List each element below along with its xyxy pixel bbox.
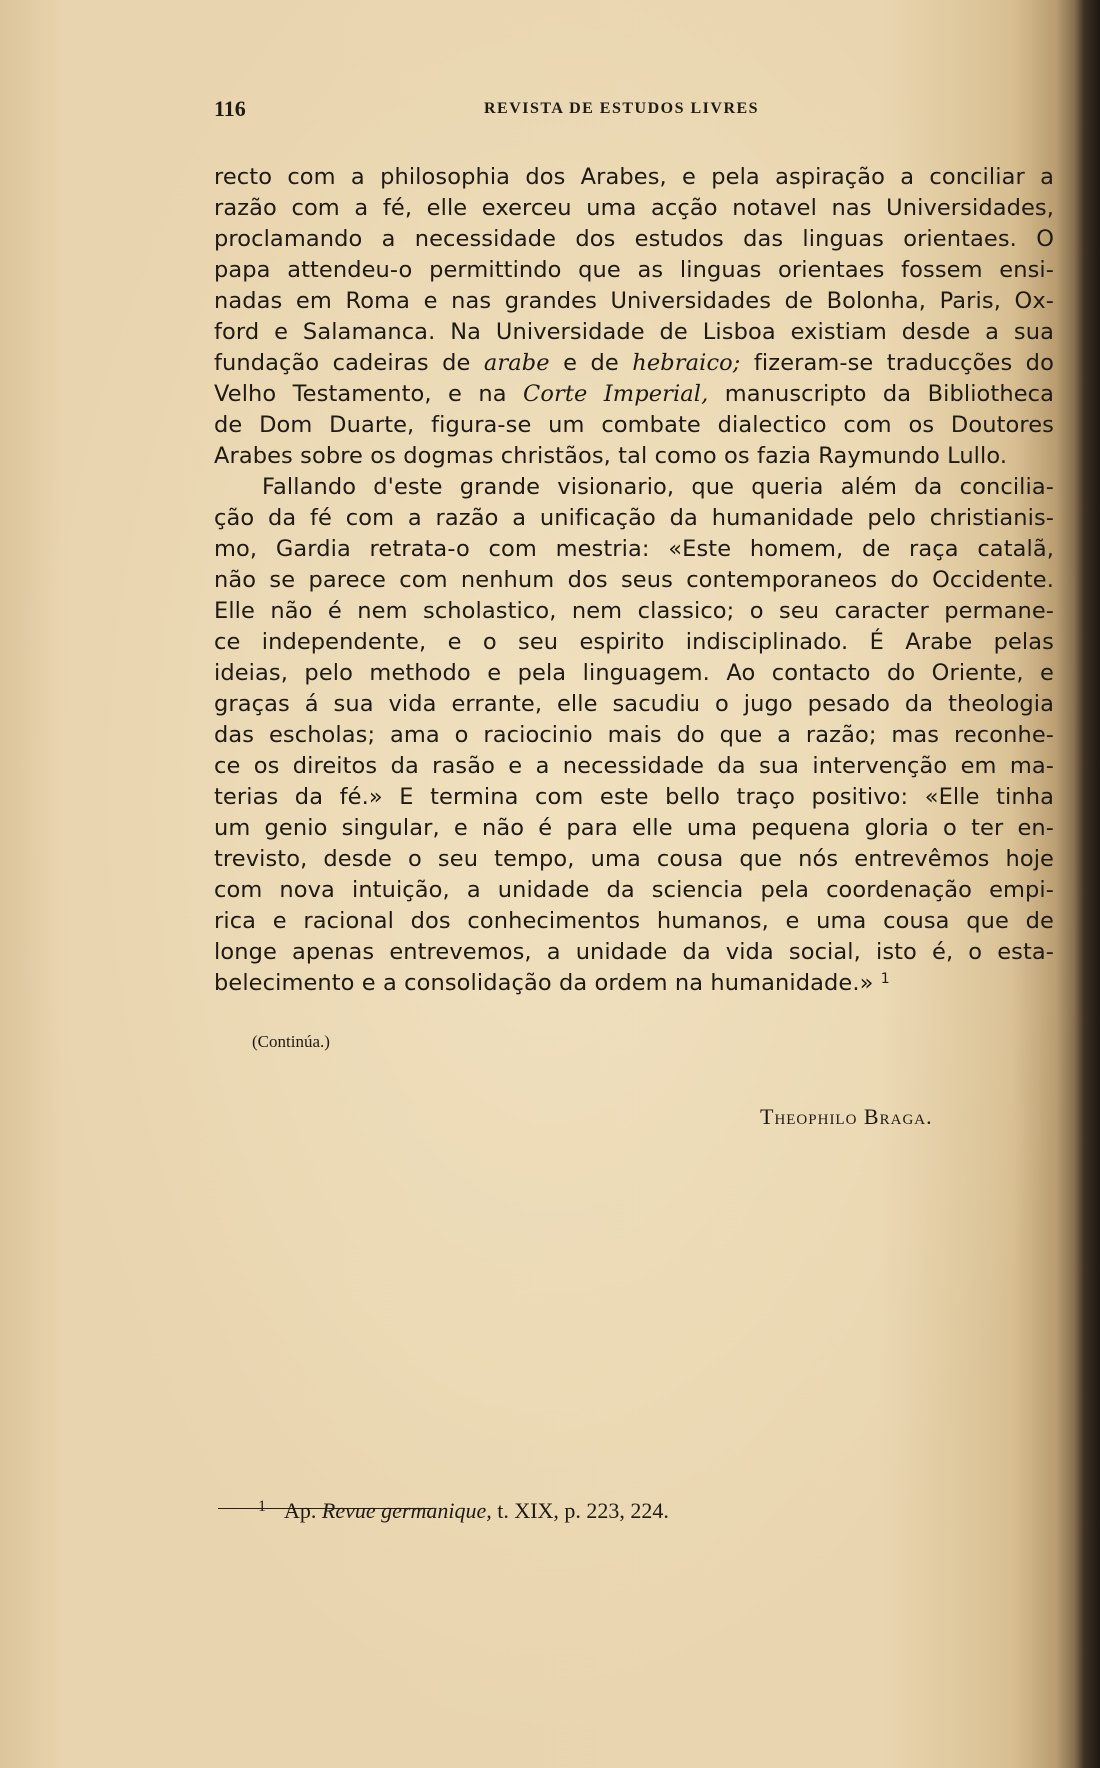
text-line: ce os direitos da rasão e a necessidade da sua intervenção em ma- bbox=[214, 753, 1054, 779]
page-header bbox=[214, 96, 1054, 126]
text-line: terias da fé.» E termina com este bello traço positivo: «Elle tinha bbox=[214, 784, 1054, 810]
book-spine-shadow bbox=[1074, 0, 1100, 1768]
text-line: papa attendeu-o permittindo que as linguas orientaes fossem ensi- bbox=[214, 257, 1054, 283]
text-line: proclamando a necessidade dos estudos das linguas orientaes. O bbox=[214, 226, 1054, 252]
italic-term-arabe: arabe bbox=[483, 350, 550, 376]
text-line: Elle não é nem scholastico, nem classico; o seu caracter permane- bbox=[214, 598, 1054, 624]
italic-term-hebraico: hebraico; bbox=[632, 350, 741, 376]
text-line: das escholas; ama o raciocinio mais do que a razão; mas reconhe- bbox=[214, 722, 1054, 748]
page-number: 116 bbox=[214, 96, 246, 121]
text-line: mo, Gardia retrata-o com mestria: «Este homem, de raça catalã, bbox=[214, 536, 1054, 562]
text-line: ford e Salamanca. Na Universidade de Lisboa existiam desde a sua bbox=[214, 319, 1054, 345]
text-run: belecimento e a consolidação da ordem na humanidade.» bbox=[214, 970, 874, 996]
text-run: e de bbox=[563, 350, 619, 376]
text-line bbox=[214, 968, 1054, 999]
text-line: trevisto, desde o seu tempo, uma cousa que nós entrevêmos hoje bbox=[214, 846, 1054, 872]
text-run: fundação cadeiras de bbox=[214, 350, 471, 376]
footnote-prefix: Ap. bbox=[284, 1498, 317, 1523]
text-line: Fallando d'este grande visionario, que queria além da concilia- bbox=[262, 474, 1054, 500]
text-run: fizeram-se traducções do bbox=[753, 350, 1054, 376]
italic-title-corte-imperial: Corte Imperial, bbox=[523, 381, 709, 407]
author-signature: Theophilo Braga. bbox=[760, 1104, 933, 1129]
text-line: graças á sua vida errante, elle sacudiu o jugo pesado da theologia bbox=[214, 691, 1054, 717]
text-line: nadas em Roma e nas grandes Universidades de Bolonha, Paris, Ox- bbox=[214, 288, 1054, 314]
text-line: ideias, pelo methodo e pela linguagem. Ao contacto do Oriente, e bbox=[214, 660, 1054, 686]
footnote-source: Revue germanique, bbox=[321, 1498, 492, 1523]
footnote-suffix: t. XIX, p. 223, 224. bbox=[497, 1498, 669, 1523]
continued-note: (Continúa.) bbox=[252, 1032, 330, 1051]
text-run: manuscripto da Bibliotheca bbox=[724, 381, 1054, 407]
text-run: Velho Testamento, e na bbox=[214, 381, 507, 407]
text-line: longe apenas entrevemos, a unidade da vida social, isto é, o esta- bbox=[214, 939, 1054, 965]
footnote-reference: 1 bbox=[880, 971, 890, 987]
body-text bbox=[214, 162, 1054, 999]
text-line: não se parece com nenhum dos seus contemporaneos do Occidente. bbox=[214, 567, 1054, 593]
text-line: rica e racional dos conhecimentos humanos, e uma cousa que de bbox=[214, 908, 1054, 934]
text-line: Arabes sobre os dogmas christãos, tal como os fazia Raymundo Lullo. bbox=[214, 443, 1008, 469]
footnote bbox=[258, 1498, 669, 1524]
text-line bbox=[214, 348, 1054, 379]
running-title: REVISTA DE ESTUDOS LIVRES bbox=[484, 100, 760, 117]
text-line: de Dom Duarte, figura-se um combate dialectico com os Doutores bbox=[214, 412, 1054, 438]
text-line: ção da fé com a razão a unificação da humanidade pelo christianis- bbox=[214, 505, 1054, 531]
footnote-mark: 1 bbox=[258, 1498, 266, 1515]
text-line: recto com a philosophia dos Arabes, e pela aspiração a conciliar a bbox=[214, 164, 1054, 190]
text-line: com nova intuição, a unidade da sciencia pela coordenação empi- bbox=[214, 877, 1054, 903]
text-line bbox=[214, 379, 1054, 410]
text-line: ce independente, e o seu espirito indisciplinado. É Arabe pelas bbox=[214, 629, 1054, 655]
text-line: razão com a fé, elle exerceu uma acção notavel nas Universidades, bbox=[214, 195, 1054, 221]
text-line: um genio singular, e não é para elle uma pequena gloria o ter en- bbox=[214, 815, 1054, 841]
